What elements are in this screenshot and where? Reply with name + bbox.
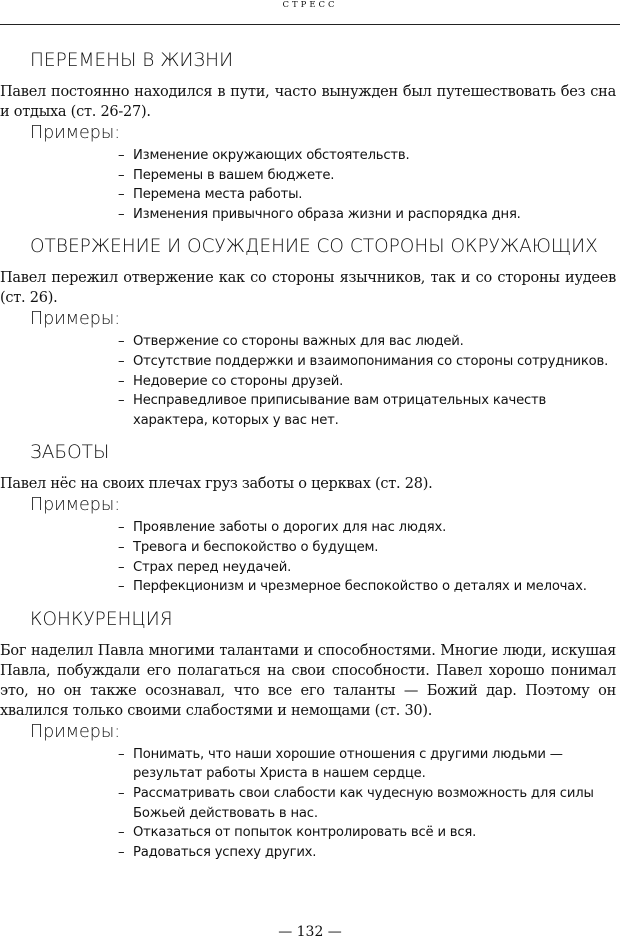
page-content	[0, 48, 620, 862]
example-item: – Изменение окружающих обстоятельств.	[118, 146, 620, 166]
section-text: Павел нёс на своих плечах груз заботы о церквах (ст. 28).	[0, 476, 433, 493]
section-text: Павел постоянно находился в пути, часто вынужден был путешествовать без сна и отдыха (ст. 26-27).	[0, 84, 616, 120]
examples-list	[0, 745, 620, 863]
header-rule	[0, 24, 620, 25]
example-item: – Перемена места работы.	[118, 185, 620, 205]
example-item: – Отказаться от попыток контролировать всё и вся.	[118, 823, 620, 843]
section-text: Бог наделил Павла многими талантами и способностями. Многие люди, искушая Павла, побуждали его полагаться на свои способности. Павел хорошо понимал это, но он также осознавал, что все его таланты — Божий дар. Поэтому он хвалился только своими слабостями и немощами (ст. 30).	[0, 642, 616, 719]
examples-label: Примеры:	[30, 309, 121, 330]
example-item: – Изменения привычного образа жизни и распорядка дня.	[118, 205, 620, 225]
example-item: – Радоваться успеху других.	[118, 843, 620, 863]
example-item: – Перфекционизм и чрезмерное беспокойство о деталях и мелочах.	[118, 577, 620, 597]
section-life-changes	[0, 48, 620, 224]
example-item: – Несправедливое приписывание вам отрицательных качеств характера, которых у вас нет.	[118, 391, 620, 430]
examples-label: Примеры:	[30, 495, 121, 516]
examples-list	[0, 332, 620, 430]
section-title: КОНКУРЕНЦИЯ	[30, 608, 173, 630]
example-item: – Отсутствие поддержки и взаимопонимания со стороны сотрудников.	[118, 352, 620, 372]
section-text: Павел пережил отвержение как со стороны язычников, так и со стороны иудеев (ст. 26).	[0, 270, 616, 307]
examples-label: Примеры:	[30, 123, 121, 143]
example-item: – Тревога и беспокойство о будущем.	[118, 538, 620, 558]
example-item: – Понимать, что наши хорошие отношения с другими людьми — результат работы Христа в нашем сердце.	[118, 745, 620, 784]
running-head: СТРЕСС	[282, 0, 338, 10]
examples-list	[0, 518, 620, 596]
page-header	[0, 0, 620, 26]
example-item: – Перемены в вашем бюджете.	[118, 166, 620, 186]
section-rejection	[0, 234, 620, 430]
example-item: – Отвержение со стороны важных для вас людей.	[118, 332, 620, 352]
page-number: — 132 —	[278, 924, 342, 940]
examples-label: Примеры:	[30, 721, 121, 742]
section-title: ПЕРЕМЕНЫ В ЖИЗНИ	[30, 50, 234, 71]
section-title: ЗАБОТЫ	[30, 442, 110, 464]
section-title: ОТВЕРЖЕНИЕ И ОСУЖДЕНИЕ СО СТОРОНЫ ОКРУЖАЮЩИХ	[30, 236, 598, 258]
example-item: – Недоверие со стороны друзей.	[118, 372, 620, 392]
section-competition	[0, 607, 620, 863]
example-item: – Страх перед неудачей.	[118, 558, 620, 578]
example-item: – Проявление заботы о дорогих для нас людях.	[118, 518, 620, 538]
section-cares	[0, 440, 620, 596]
example-item: – Рассматривать свои слабости как чудесную возможность для силы Божьей действовать в нас.	[118, 784, 620, 823]
examples-list	[0, 146, 620, 224]
